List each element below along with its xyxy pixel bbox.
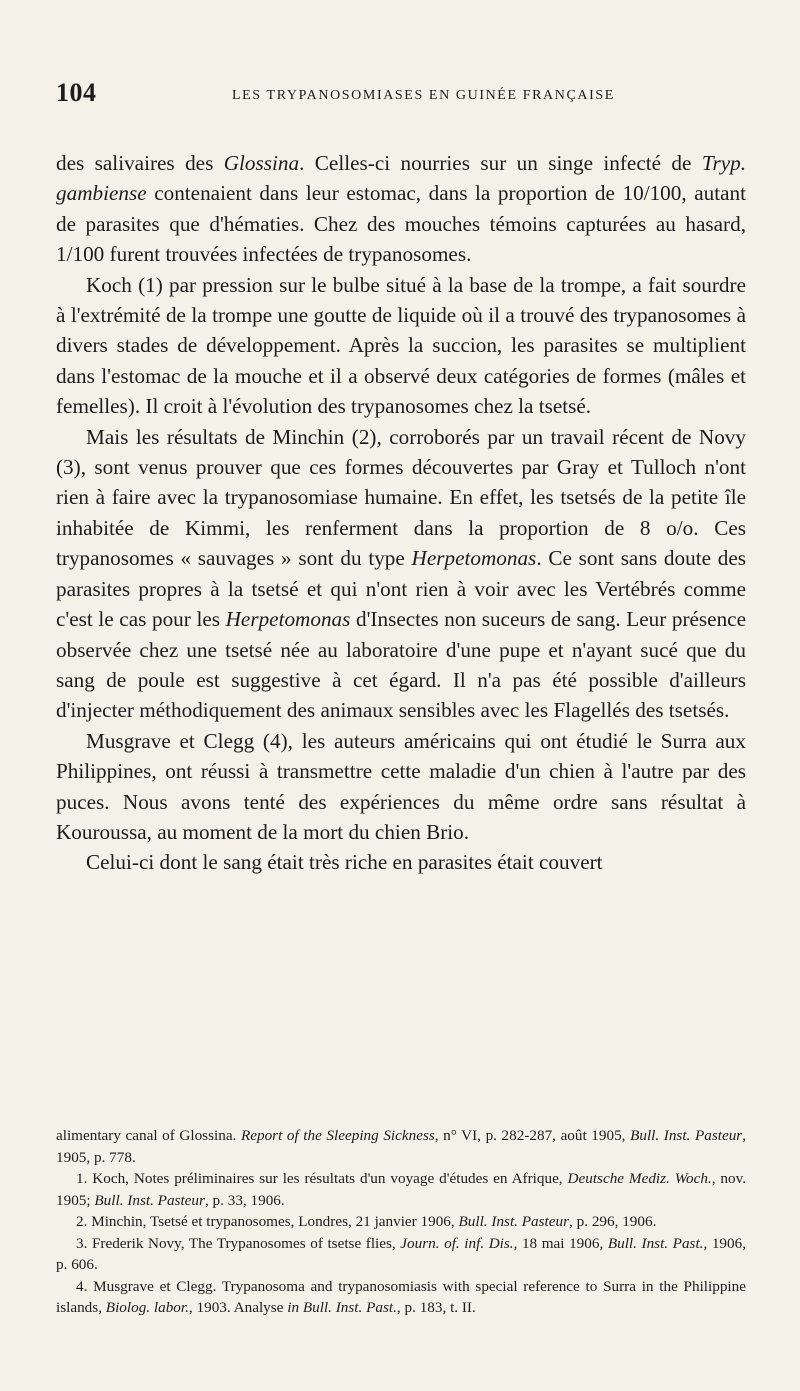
species-tryp-gambiense: Tryp. gambiense	[56, 151, 747, 206]
genus-herpetomonas: Herpetomonas	[225, 607, 351, 632]
body-text	[56, 148, 746, 878]
genus-glossina: Glossina	[223, 151, 300, 175]
footnote-3: 3. Frederik Novy, The Trypanosomes of tsetse flies, Journ. of. inf. Dis., 18 mai 1906, Bull. Inst. Past., 1906, p. 606.	[56, 1234, 747, 1273]
paragraph-musgrave: Musgrave et Clegg (4), les auteurs américains qui ont étudié le Surra aux Philippines, ont réussi à transmettre cette maladie d'un chien à l'autre par des puces. Nous avons tenté des expériences du même ordre sans résultat à Kouroussa, au moment de la mort du chien Brio.	[56, 728, 746, 844]
page-header	[56, 78, 746, 118]
footnote-1: 1. Koch, Notes préliminaires sur les résultats d'un voyage d'études en Afrique, Deutsche Mediz. Woch., nov. 1905; Bull. Inst. Pasteur, p. 33, 1906.	[56, 1170, 747, 1209]
page-number: 104	[56, 78, 97, 107]
footnote-2: 2. Minchin, Tsetsé et trypanosomes, Londres, 21 janvier 1906, Bull. Inst. Pasteur, p. 296, 1906.	[76, 1213, 657, 1230]
paragraph-continued: des salivaires des Glossina. Celles-ci nourries sur un singe infecté de Tryp. gambiense contenaient dans leur estomac, dans la proportion de 10/100, autant de parasites que d'hématies. Chez des mouches témoins capturées au hasard, 1/100 furent trouvées infectées de trypanosomes.	[56, 151, 747, 267]
footnote-4: 4. Musgrave et Clegg. Trypanosoma and trypanosomiasis with special reference to Surra in the Philippine islands, Biolog. labor., 1903. Analyse in Bull. Inst. Past., p. 183, t. II.	[56, 1277, 746, 1316]
paragraph-minchin: Mais les résultats de Minchin (2), corroborés par un travail récent de Novy (3), sont venus prouver que ces formes découvertes par Gray et Tulloch n'ont rien à faire avec la trypanosomiase humaine. En effet, les tsetsés de la petite île inhabitée de Kimmi, les renferment dans la proportion de 8 o/o. Ces trypanosomes « sauvages » sont du type Herpetomonas. Ce sont sans doute des parasites propres à la tsetsé et qui n'ont rien à voir avec les Vertébrés comme c'est le cas pour les Herpetomonas d'Insectes non suceurs de sang. Leur présence observée chez une tsetsé née au laboratoire d'une pupe et n'ayant sucé que du sang de poule est suggestive à cet égard. Il n'a pas été possible d'ailleurs d'injecter méthodiquement des animaux sensibles avec les Flagellés des tsetsés.	[56, 424, 746, 723]
paragraph-brio: Celui-ci dont le sang était très riche en parasites était couvert	[86, 850, 603, 875]
footnote-continued: alimentary canal of Glossina. Report of the Sleeping Sickness, n° VI, p. 282-287, août 1905, Bull. Inst. Pasteur, 1905, p. 778.	[56, 1127, 746, 1166]
genus-herpetomonas: Herpetomonas	[411, 546, 537, 571]
footnotes	[56, 1125, 746, 1319]
running-head: LES TRYPANOSOMIASES EN GUINÉE FRANÇAISE	[232, 88, 615, 103]
paragraph-koch: Koch (1) par pression sur le bulbe situé à la base de la trompe, a fait sourdre à l'extrémité de la trompe une goutte de liquide où il a trouvé des trypanosomes à divers stades de développement. Après la succion, les parasites se multiplient dans l'estomac de la mouche et il a observé deux catégories de formes (mâles et femelles). Il croit à l'évolution des trypanosomes chez la tsetsé.	[56, 272, 746, 419]
